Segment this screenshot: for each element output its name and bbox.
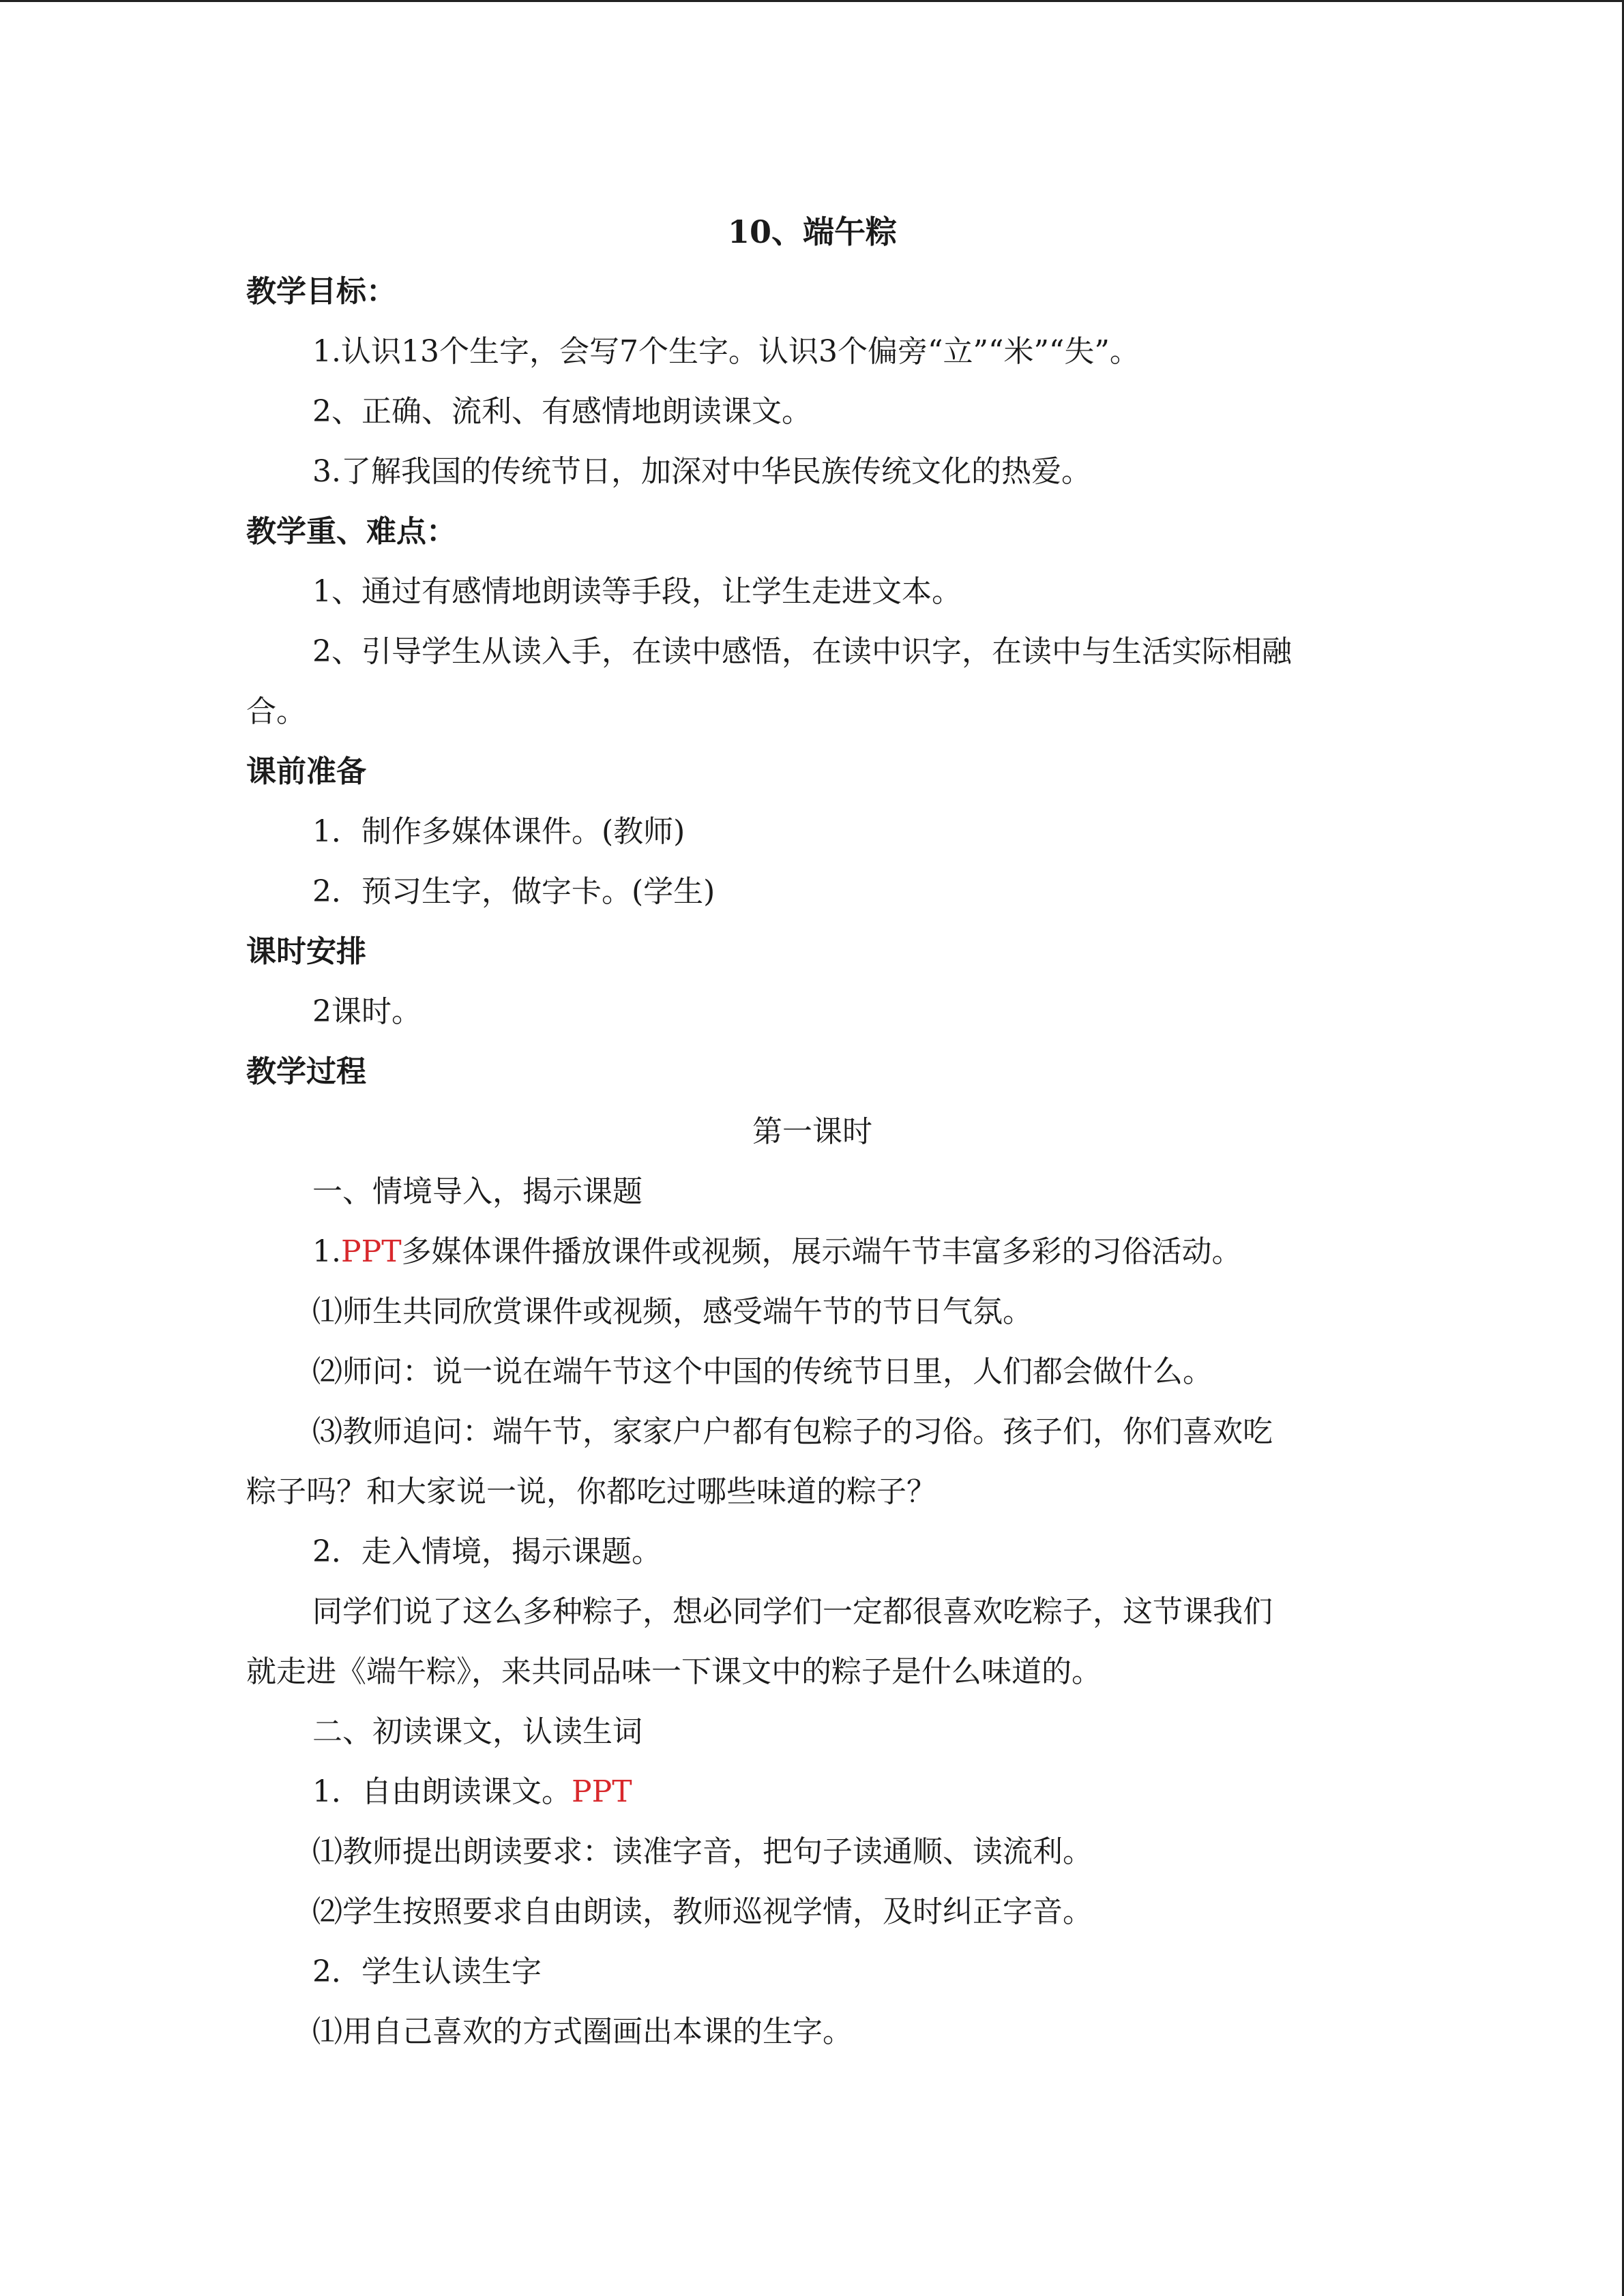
- objective-item: 3.了解我国的传统节日，加深对中华民族传统文化的热爱。: [312, 454, 1091, 489]
- process-substep-continuation: 粽子吗？和大家说一说，你都吃过哪些味道的粽子？: [246, 1474, 936, 1509]
- process-step: [246, 1222, 1378, 1282]
- page-top-border: [0, 0, 1624, 2]
- process-step: 2．走入情境，揭示课题。: [312, 1534, 662, 1569]
- section-heading: 一、情境导入，揭示课题: [312, 1174, 643, 1209]
- ppt-tag: PPT: [340, 1234, 402, 1269]
- key-points-heading: 教学重、难点：: [246, 514, 456, 549]
- preparation-heading: 课前准备: [246, 754, 366, 789]
- process-substep: ⑶教师追问：端午节，家家户户都有包粽子的习俗。孩子们，你们喜欢吃: [312, 1414, 1273, 1449]
- preparation-item: 1．制作多媒体课件。(教师): [312, 814, 685, 849]
- key-point-item-continuation: 合。: [246, 694, 306, 729]
- schedule-heading: 课时安排: [246, 934, 366, 969]
- process-substep: ⑴教师提出朗读要求：读准字音，把句子读通顺、读流利。: [312, 1834, 1093, 1869]
- objectives-heading: 教学目标：: [246, 274, 396, 309]
- step-text: 1．自由朗读课文。: [312, 1774, 572, 1809]
- process-substep: ⑴师生共同欣赏课件或视频，感受端午节的节日气氛。: [312, 1294, 1033, 1329]
- step-number: 1.: [312, 1234, 341, 1269]
- ppt-tag: PPT: [572, 1774, 632, 1809]
- document-title: 10、端午粽: [727, 213, 897, 250]
- objective-item: 2、正确、流利、有感情地朗读课文。: [312, 394, 812, 429]
- process-substep: ⑴用自己喜欢的方式圈画出本课的生字。: [312, 2014, 853, 2049]
- process-paragraph: 同学们说了这么多种粽子，想必同学们一定都很喜欢吃粽子，这节课我们: [312, 1594, 1273, 1629]
- process-heading: 教学过程: [246, 1054, 366, 1089]
- process-substep: ⑵学生按照要求自由朗读，教师巡视学情，及时纠正字音。: [312, 1894, 1093, 1929]
- objective-item: 1.认识13个生字，会写7个生字。认识3个偏旁“立”“米”“失”。: [312, 334, 1140, 369]
- key-point-item: 1、通过有感情地朗读等手段，让学生走进文本。: [312, 574, 962, 609]
- step-text: 多媒体课件播放课件或视频，展示端午节丰富多彩的习俗活动。: [401, 1234, 1242, 1269]
- document-page: [246, 202, 1378, 2062]
- process-step: [246, 1762, 1378, 1822]
- preparation-item: 2．预习生字，做字卡。(学生): [312, 874, 715, 909]
- schedule-text: 2课时。: [312, 994, 422, 1029]
- process-substep: ⑵师问：说一说在端午节这个中国的传统节日里，人们都会做什么。: [312, 1354, 1213, 1389]
- key-point-item: 2、引导学生从读入手，在读中感悟，在读中识字，在读中与生活实际相融: [312, 634, 1292, 669]
- section-heading: 二、初读课文，认读生词: [312, 1714, 643, 1749]
- lesson-title: 第一课时: [752, 1114, 872, 1149]
- process-step: 2．学生认读生字: [312, 1954, 542, 1989]
- process-paragraph-continuation: 就走进《端午粽》，来共同品味一下课文中的粽子是什么味道的。: [246, 1654, 1102, 1689]
